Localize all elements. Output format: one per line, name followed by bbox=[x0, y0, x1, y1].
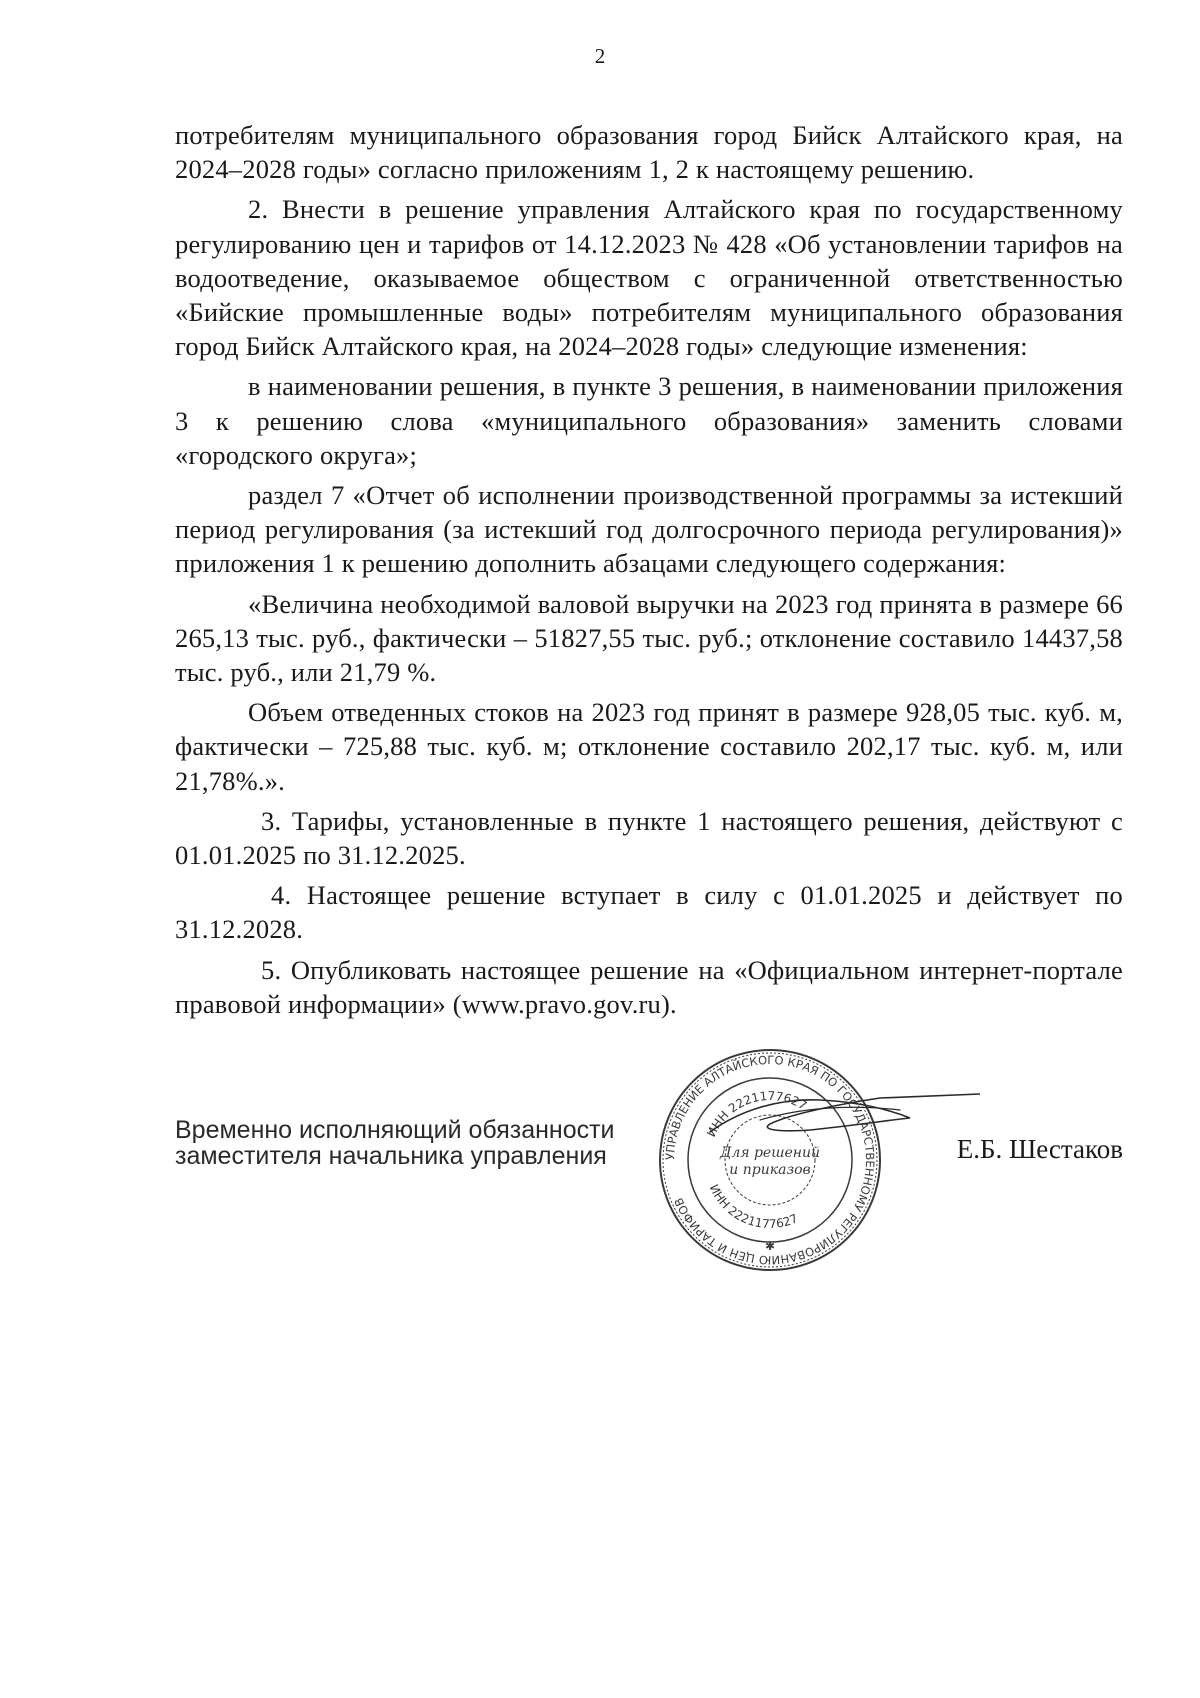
paragraph-item-4: 4. Настоящее решение вступает в силу с 01.01.2025 и действует по 31.12.2028. bbox=[175, 880, 1123, 945]
stamp-center-line-2: и приказов bbox=[729, 1162, 811, 1178]
stamp-center-line-1: Для решений bbox=[719, 1145, 821, 1161]
page-number: 2 bbox=[594, 44, 606, 68]
signer-position bbox=[175, 1117, 635, 1169]
signer-position-line-1: Временно исполняющий обязанности bbox=[175, 1116, 615, 1144]
paragraph-continuation: потребителям муниципального образования город Бийск Алтайского края, на 2024–2028 годы» согласно приложениям 1, 2 к настоящему решению. bbox=[175, 120, 1123, 185]
paragraph-item-3: 3. Тарифы, установленные в пункте 1 настоящего решения, действуют с 01.01.2025 по 31.12.2025. bbox=[175, 805, 1123, 871]
signer-position-line-2: заместителя начальника управления bbox=[175, 1142, 607, 1170]
stamp-inn-bottom: ИНН 2221177627 bbox=[706, 1182, 801, 1232]
paragraph-item-2: 2. Внести в решение управления Алтайского края по государственному регулированию цен и тарифов от 14.12.2023 № 428 «Об установлении тарифов на водоотведение, оказываемое обществом с ограниченной ответственностью «Бийские промышленные воды» потребителям муниципального образования город Бийск Алтайского края, на 2024–2028 годы» следующие изменения: bbox=[175, 194, 1123, 362]
paragraph-section-7: раздел 7 «Отчет об исполнении производственной программы за истекший период регулирования (за истекший год долгосрочного периода регулирования)» приложения 1 к решению дополнить абзацами следующего содержания: bbox=[175, 480, 1123, 579]
signer-name: Е.Б. Шестаков bbox=[956, 1134, 1123, 1164]
stamp-inn-top: ИНН 2221177627 bbox=[704, 1088, 810, 1140]
paragraph-rename: в наименовании решения, в пункте 3 решения, в наименовании приложения 3 к решению слова «муниципального образования» заменить словами «городского округа»; bbox=[175, 371, 1123, 470]
paragraph-revenue: «Величина необходимой валовой выручки на 2023 год принята в размере 66 265,13 тыс. руб., фактически – 51827,55 тыс. руб.; отклонение составило 14437,58 тыс. руб., или 21,79 %. bbox=[175, 588, 1123, 688]
paragraph-volume: Объем отведенных стоков на 2023 год принят в размере 928,05 тыс. куб. м, фактически – 725,88 тыс. куб. м; отклонение составило 202,17 тыс. куб. м, или 21,78%.». bbox=[175, 697, 1123, 796]
paragraph-item-5: 5. Опубликовать настоящее решение на «Официальном интернет-портале правовой информации» (www.pravo.gov.ru). bbox=[175, 954, 1123, 1019]
document-body bbox=[175, 118, 1123, 1021]
stamp-star-icon: ✱ bbox=[764, 1239, 776, 1253]
stamp-outer-text: УПРАВЛЕНИЕ АЛТАЙСКОГО КРАЯ ПО ГОСУДАРСТВЕННОМУ РЕГУЛИРОВАНИЮ ЦЕН И ТАРИФОВ bbox=[662, 1052, 878, 1268]
handwritten-signature bbox=[700, 1080, 980, 1150]
